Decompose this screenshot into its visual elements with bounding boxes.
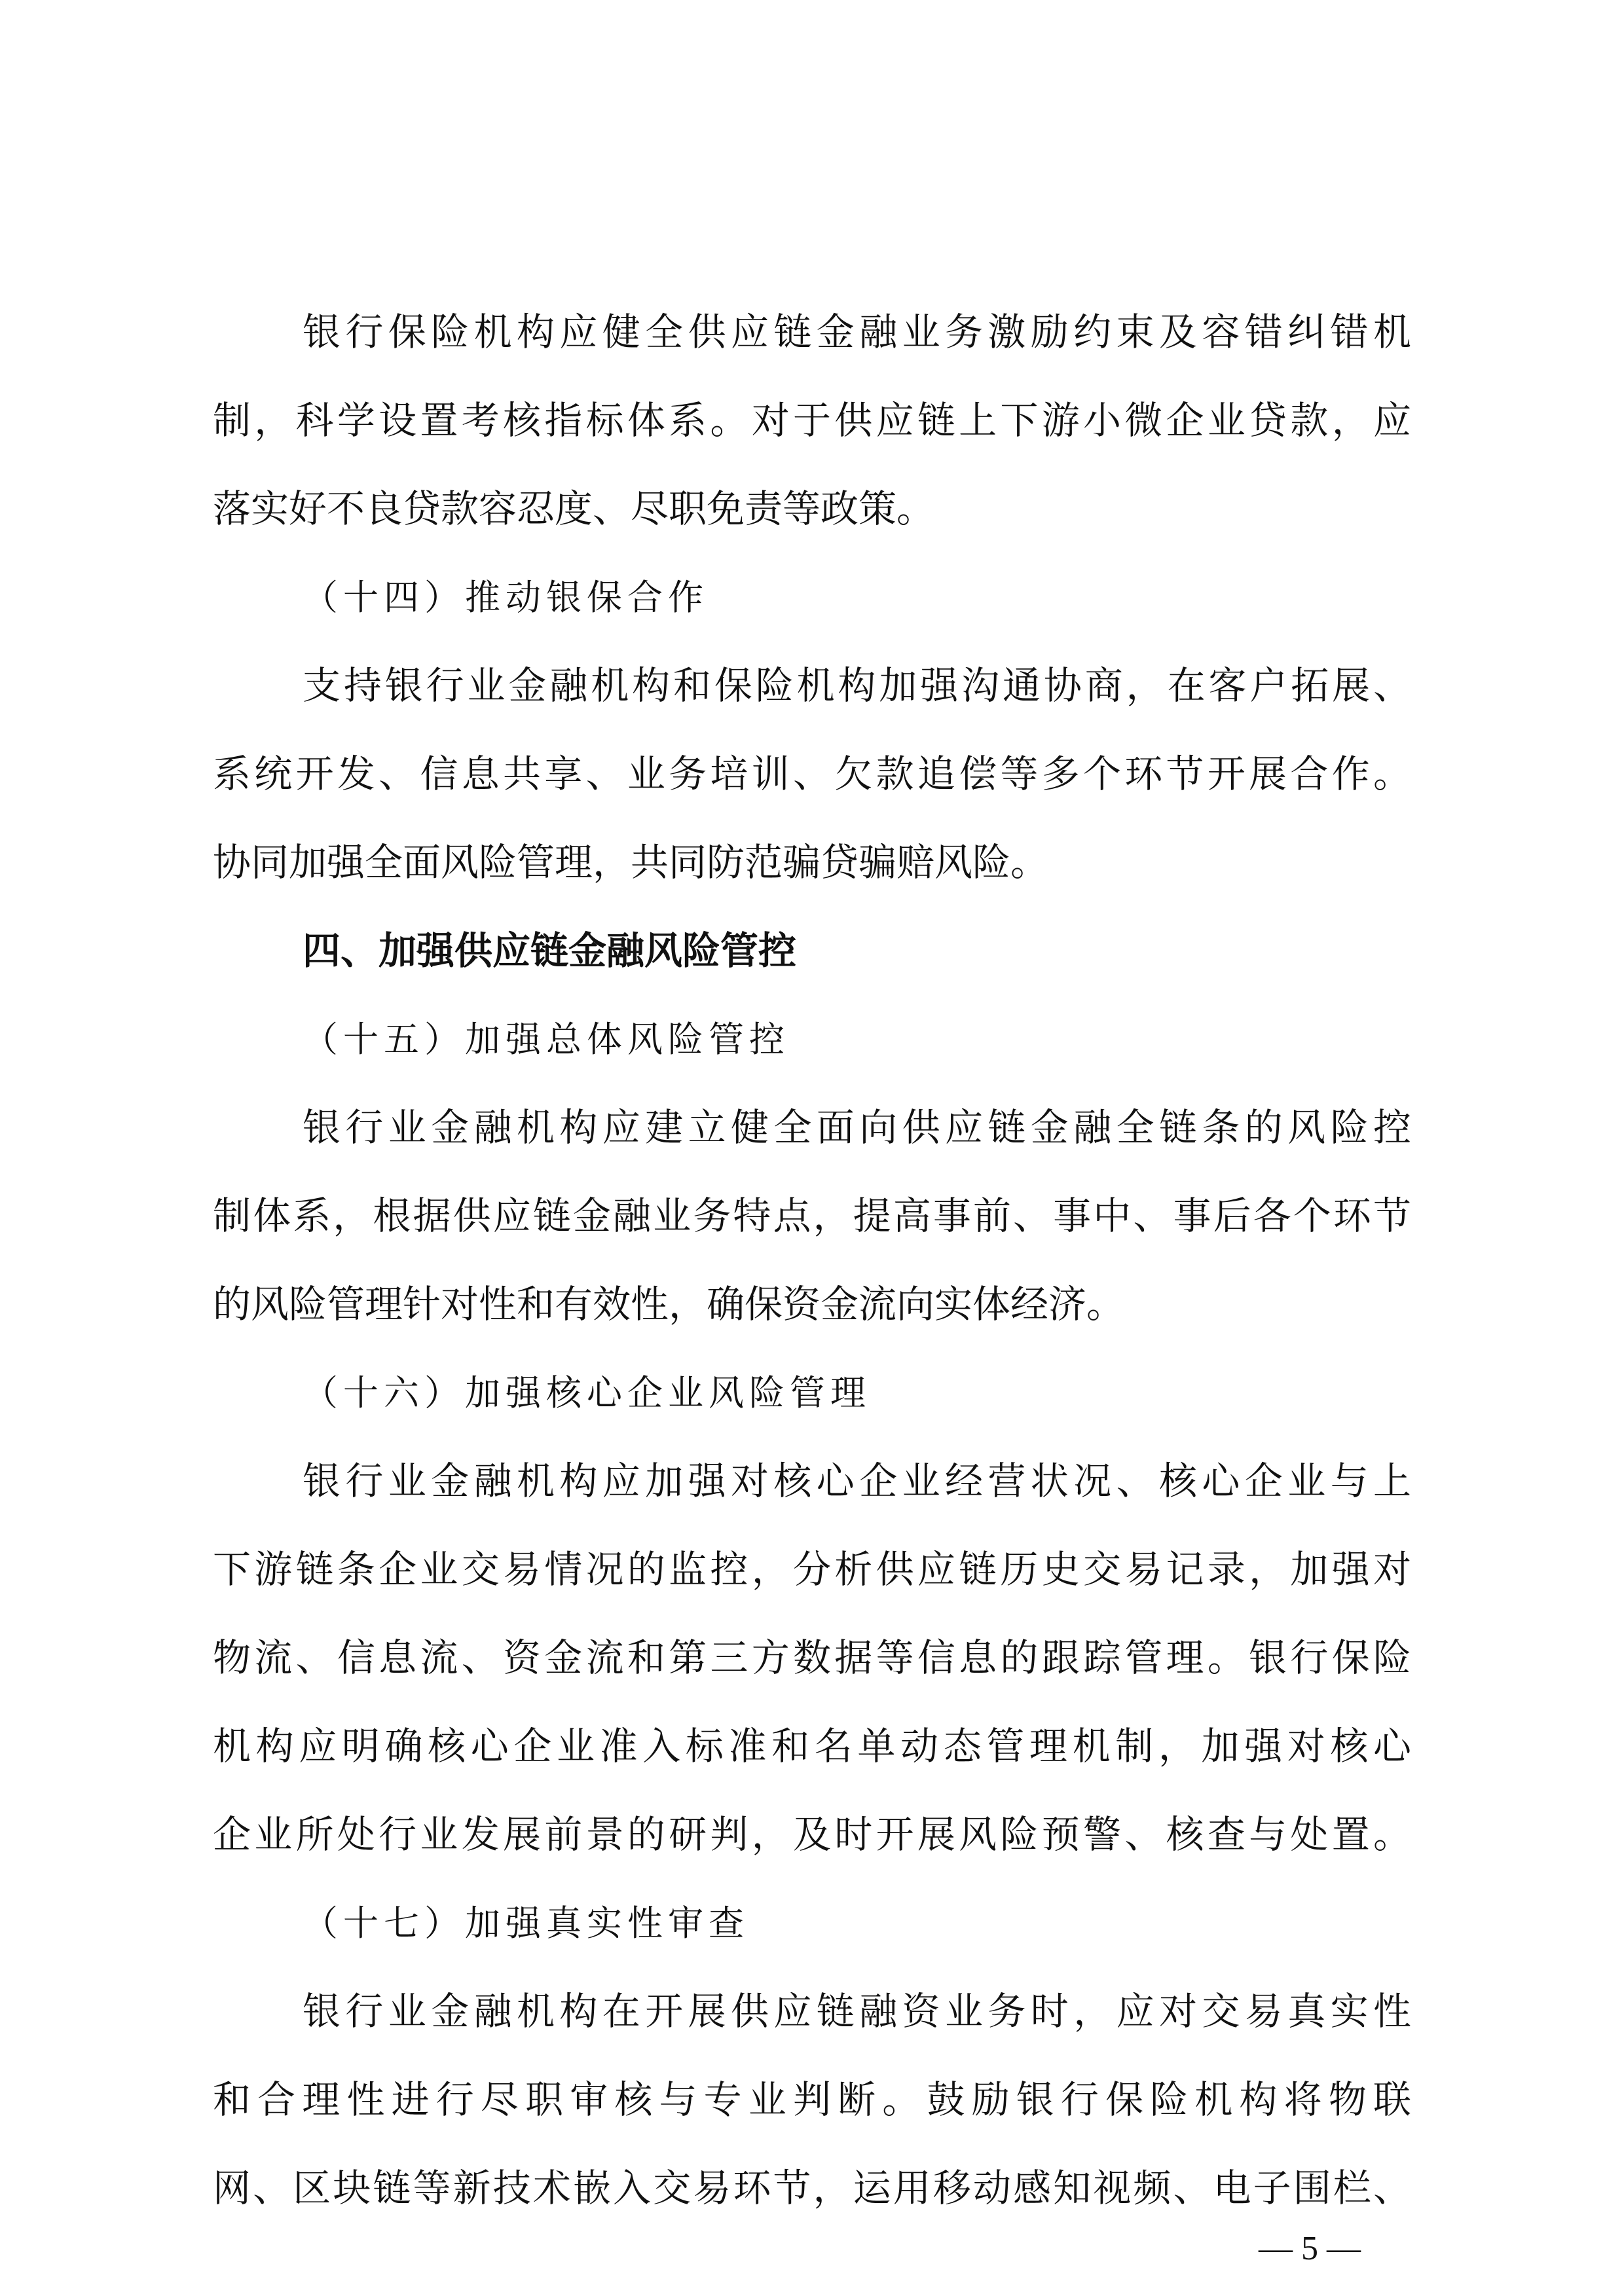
page-number: — 5 —	[1259, 2230, 1361, 2267]
body-text-line: 落实好不良贷款容忍度、尽职免责等政策。	[213, 486, 935, 531]
section-subheading: （十七）加强真实性审查	[303, 1903, 749, 1944]
body-text-line: 银行业金融机构在开展供应链融资业务时，应对交易真实性	[303, 1989, 1411, 2033]
body-text-line: 物流、信息流、资金流和第三方数据等信息的跟踪管理。银行保险	[213, 1635, 1411, 1680]
body-text-line: 系统开发、信息共享、业务培训、欠款追偿等多个环节开展合作。	[213, 752, 1411, 796]
body-text-line: 企业所处行业发展前景的研判，及时开展风险预警、核查与处置。	[213, 1812, 1411, 1857]
body-text-line: 下游链条企业交易情况的监控，分析供应链历史交易记录，加强对	[213, 1547, 1411, 1592]
section-heading: 四、加强供应链金融风险管控	[303, 928, 797, 973]
body-text-line: 制体系，根据供应链金融业务特点，提高事前、事中、事后各个环节	[213, 1194, 1411, 1238]
body-text-line: 和合理性进行尽职审核与专业判断。鼓励银行保险机构将物联	[213, 2077, 1411, 2122]
body-text-line: 协同加强全面风险管理，共同防范骗贷骗赔风险。	[213, 840, 1049, 884]
body-text-line: 网、区块链等新技术嵌入交易环节，运用移动感知视频、电子围栏、	[213, 2166, 1411, 2210]
section-subheading: （十六）加强核心企业风险管理	[303, 1372, 871, 1413]
body-text-line: 的风险管理针对性和有效性，确保资金流向实体经济。	[213, 1282, 1125, 1326]
body-text-line: 机构应明确核心企业准入标准和名单动态管理机制，加强对核心	[213, 1724, 1411, 1768]
body-text-line: 支持银行业金融机构和保险机构加强沟通协商，在客户拓展、	[303, 663, 1411, 708]
body-text-line: 制，科学设置考核指标体系。对于供应链上下游小微企业贷款，应	[213, 398, 1411, 443]
body-text-line: 银行业金融机构应建立健全面向供应链金融全链条的风险控	[303, 1105, 1411, 1150]
body-text-line: 银行保险机构应健全供应链金融业务激励约束及容错纠错机	[303, 310, 1411, 354]
section-subheading: （十四）推动银保合作	[303, 577, 709, 618]
section-subheading: （十五）加强总体风险管控	[303, 1019, 790, 1060]
body-text-line: 银行业金融机构应加强对核心企业经营状况、核心企业与上	[303, 1459, 1411, 1503]
